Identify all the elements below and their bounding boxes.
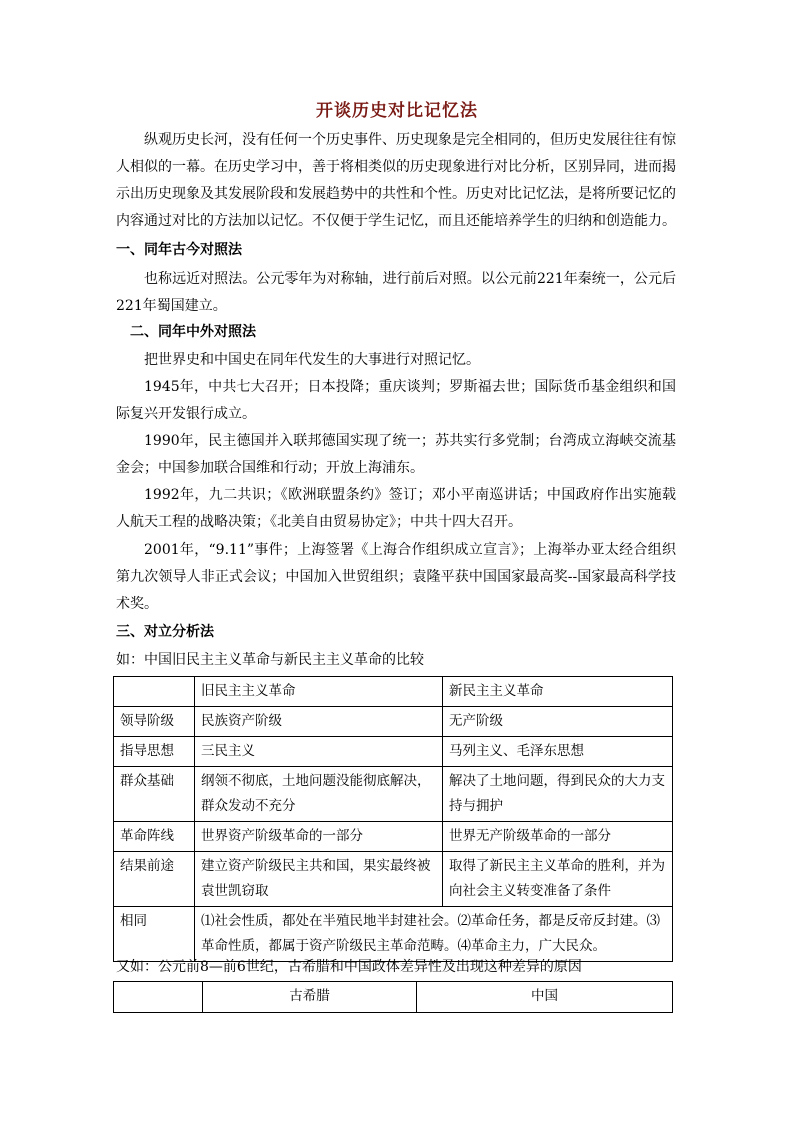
table-row	[114, 852, 673, 907]
document-title: 开谈历史对比记忆法	[316, 101, 478, 121]
table-header-old: 旧民主主义革命	[195, 677, 443, 707]
event-1992: 1992年，九二共识；《欧洲联盟条约》签订；邓小平南巡讲话；中国政府作出实施载人航天工程的战略决策；《北美自由贸易协定》；中共十四大召开。	[116, 487, 676, 530]
table-cell: 世界资产阶级革命的一部分	[195, 822, 443, 852]
table-header-greece: 古希腊	[203, 982, 417, 1013]
row-label: 革命阵线	[114, 822, 195, 852]
table-cell: 建立资产阶级民主共和国，果实最终被袁世凯窃取	[195, 852, 443, 907]
example1-caption: 如：中国旧民主主义革命与新民主主义革命的比较	[116, 652, 424, 668]
event-1990: 1990年，民主德国并入联邦德国实现了统一；苏共实行多党制；台湾成立海峡交流基金会；中国参加联合国维和行动；开放上海浦东。	[116, 433, 676, 476]
table-row	[114, 767, 673, 822]
table-header-china: 中国	[417, 982, 673, 1013]
greece-china-table	[113, 981, 673, 1013]
section1-heading: 一、同年古今对照法	[116, 242, 242, 258]
revolution-comparison-table	[113, 676, 673, 962]
table-cell: 民族资产阶级	[195, 707, 443, 737]
row-label: 群众基础	[114, 767, 195, 822]
event-1945: 1945年，中共七大召开；日本投降；重庆谈判；罗斯福去世；国际货币基金组织和国际复兴开发银行成立。	[116, 379, 676, 422]
table-cell: 解决了土地问题，得到民众的大力支持与拥护	[443, 767, 673, 822]
table-header-row	[114, 982, 673, 1013]
table-cell: 马列主义、毛泽东思想	[443, 737, 673, 767]
intro-paragraph: 纵观历史长河，没有任何一个历史事件、历史现象是完全相同的，但历史发展往往有惊人相似的一幕。在历史学习中，善于将相类似的历史现象进行对比分析，区别异同，进而揭示出历史现象及其发展阶段和发展趋势中的共性和个性。历史对比记忆法，是将所要记忆的内容通过对比的方法加以记忆。不仅便于学生记忆，而且还能培养学生的归纳和创造能力。	[116, 132, 676, 229]
section2-intro: 把世界史和中国史在同年代发生的大事进行对照记忆。	[144, 352, 480, 368]
section1-body: 也称远近对照法。公元零年为对称轴，进行前后对照。以公元前221年秦统一，公元后221年蜀国建立。	[116, 271, 676, 314]
same-points-cell: ⑴社会性质，都处在半殖民地半封建社会。⑵革命任务，都是反帝反封建。⑶革命性质，都属于资产阶级民主革命范畴。⑷革命主力，广大民众。	[195, 907, 673, 962]
section2-heading: 二、同年中外对照法	[130, 324, 256, 340]
table-cell: 纲领不彻底，土地问题没能彻底解决，群众发动不充分	[195, 767, 443, 822]
table-header-new: 新民主主义革命	[443, 677, 673, 707]
table-header-row	[114, 677, 673, 707]
row-label: 指导思想	[114, 737, 195, 767]
table-row	[114, 822, 673, 852]
row-label: 领导阶级	[114, 707, 195, 737]
table-cell: 三民主义	[195, 737, 443, 767]
table-row	[114, 737, 673, 767]
row-label: 相同	[114, 907, 195, 962]
event-2001: 2001年，“9.11”事件；上海签署《上海合作组织成立宣言》；上海举办亚太经合组织第九次领导人非正式会议；中国加入世贸组织；袁隆平获中国国家最高奖--国家最高科学技术奖。	[116, 542, 676, 612]
table-cell: 取得了新民主主义革命的胜利，并为向社会主义转变准备了条件	[443, 852, 673, 907]
table-cell: 无产阶级	[443, 707, 673, 737]
table-cell	[114, 677, 195, 707]
row-label: 结果前途	[114, 852, 195, 907]
table-row-same	[114, 907, 673, 962]
table-row	[114, 707, 673, 737]
section3-heading: 三、对立分析法	[116, 624, 214, 640]
table-cell	[114, 982, 203, 1013]
table-cell: 世界无产阶级革命的一部分	[443, 822, 673, 852]
example2-caption: 又如：公元前8—前6世纪，古希腊和中国政体差异性及出现这种差异的原因	[116, 959, 582, 975]
